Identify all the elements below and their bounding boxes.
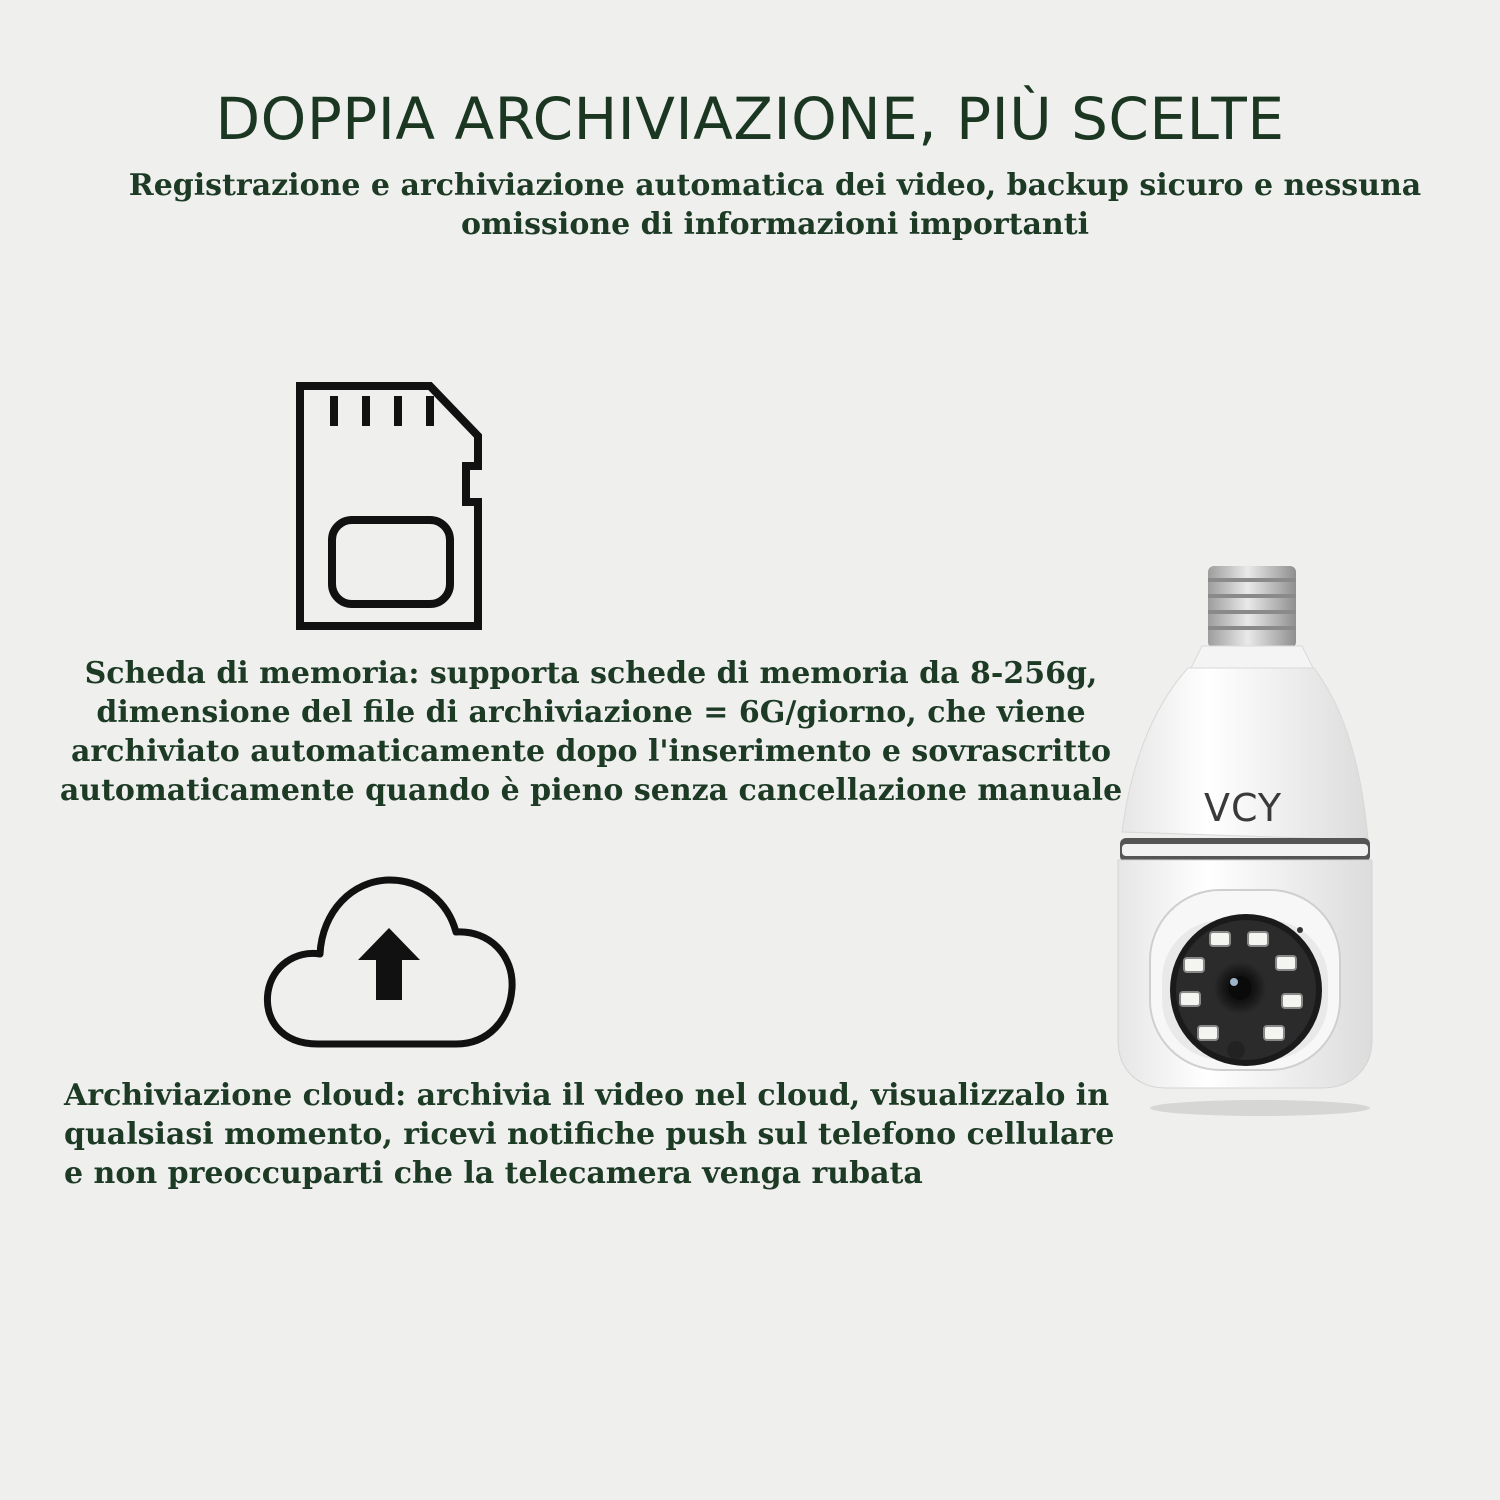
page-subtitle [100,166,1450,244]
cloud-line: e non preoccuparti che la telecamera venga rubata [64,1156,923,1191]
page-title: DOPPIA ARCHIVIAZIONE, PIÙ SCELTE [215,85,1285,153]
memory-line: archiviato automaticamente dopo l'inserimento e sovrascritto [70,734,1112,769]
cloud-storage-description [64,1076,1164,1193]
memory-line: dimensione del file di archiviazione = 6G/giorno, che viene [96,695,1086,730]
brand-logo: VCY [1204,786,1283,830]
memory-card-description [36,654,1146,810]
cloud-upload-icon [258,868,520,1056]
cloud-line: Archiviazione cloud: archivia il video nel cloud, visualizzalo in [64,1078,1110,1113]
subtitle-line: Registrazione e archiviazione automatica dei video, backup sicuro e nessuna [128,168,1422,203]
sd-card-icon [292,378,488,634]
cloud-line: qualsiasi momento, ricevi notifiche push sul telefono cellulare [64,1117,1115,1152]
bulb-camera-image [1100,560,1390,1120]
subtitle-line: omissione di informazioni importanti [461,207,1089,242]
memory-line: automaticamente quando è pieno senza cancellazione manuale [59,773,1123,808]
memory-line: Scheda di memoria: supporta schede di memoria da 8-256g, [84,656,1098,691]
